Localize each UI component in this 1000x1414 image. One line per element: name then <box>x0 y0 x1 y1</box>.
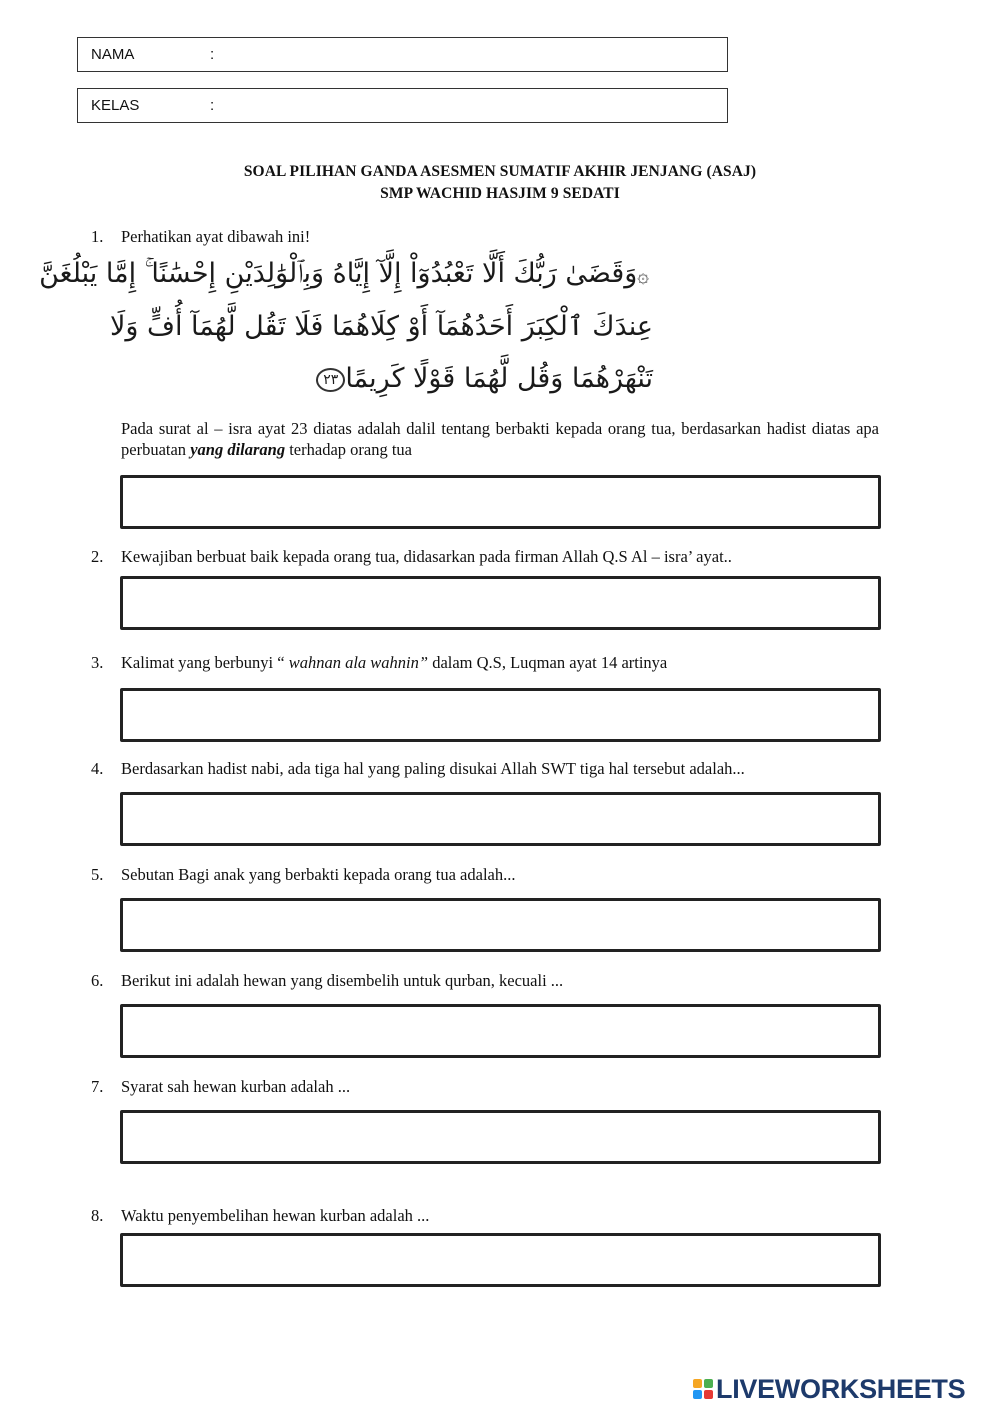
question-text: Syarat sah hewan kurban adalah ... <box>121 1077 351 1096</box>
question-text: Berdasarkan hadist nabi, ada tiga hal yang paling disukai Allah SWT tiga hal tersebut adalah... <box>121 759 745 778</box>
question-number: 7. <box>91 1077 104 1096</box>
answer-box-3[interactable] <box>120 688 881 742</box>
answer-box-6[interactable] <box>120 1004 881 1058</box>
liveworksheets-logo-icon <box>693 1379 713 1399</box>
liveworksheets-brand[interactable] <box>693 1374 965 1404</box>
answer-box-4[interactable] <box>120 792 881 846</box>
answer-input-7[interactable] <box>123 1113 878 1161</box>
class-label: KELAS <box>91 97 140 114</box>
class-input[interactable] <box>228 93 719 118</box>
answer-input-4[interactable] <box>123 795 878 843</box>
answer-input-1[interactable] <box>123 478 878 526</box>
question-number: 5. <box>91 865 104 884</box>
question-1-context: Pada surat al – isra ayat 23 diatas adalah dalil tentang berbakti kepada orang tua, berdasarkan hadist diatas apa perbuatan yang dilarang terhadap orang tua <box>121 419 879 459</box>
question-number: 6. <box>91 971 104 990</box>
logo-square <box>693 1390 702 1399</box>
logo-square <box>704 1379 713 1388</box>
answer-input-3[interactable] <box>123 691 878 739</box>
question-text: Sebutan Bagi anak yang berbakti kepada orang tua adalah... <box>121 865 516 884</box>
question-text: Perhatikan ayat dibawah ini! <box>121 227 311 246</box>
verse-line-2: عِندَكَ ٱلْكِبَرَ أَحَدُهُمَآ أَوْ كِلَاهُمَا فَلَا تَقُل لَّهُمَآ أُفٍّ وَلَا <box>109 311 653 342</box>
answer-box-5[interactable] <box>120 898 881 952</box>
question-number: 3. <box>91 653 104 672</box>
question-number: 4. <box>91 759 104 778</box>
question-text: Waktu penyembelihan hewan kurban adalah ... <box>121 1206 430 1225</box>
name-input[interactable] <box>228 42 719 67</box>
class-field-box <box>77 88 728 123</box>
rub-el-hizb-icon: ۞ <box>637 263 649 287</box>
answer-input-5[interactable] <box>123 901 878 949</box>
quran-verse <box>39 248 653 398</box>
name-label: NAMA <box>91 46 135 63</box>
answer-box-2[interactable] <box>120 576 881 630</box>
question-text: Kalimat yang berbunyi “ wahnan ala wahnin” dalam Q.S, Luqman ayat 14 artinya <box>121 653 668 672</box>
emphasis-text: yang dilarang <box>190 440 286 459</box>
answer-input-8[interactable] <box>123 1236 878 1284</box>
class-colon: : <box>210 97 215 114</box>
question-text: Berikut ini adalah hewan yang disembelih untuk qurban, kecuali ... <box>121 971 564 990</box>
logo-square <box>693 1379 702 1388</box>
question-number: 1. <box>91 227 104 246</box>
name-field-box <box>77 37 728 72</box>
question-number: 2. <box>91 547 104 566</box>
name-colon: : <box>210 46 215 63</box>
logo-square <box>704 1390 713 1399</box>
ayah-number: ٢٣ <box>316 368 345 392</box>
verse-line-1: ۞وَقَضَىٰ رَبُّكَ أَلَّا تَعْبُدُوٓاْ إِلَّآ إِيَّاهُ وَبِٱلْوَٰلِدَيْنِ إِحْسَٰنًا ۚ إِمَّا يَبْلُغَنَّ <box>133 248 653 301</box>
answer-box-1[interactable] <box>120 475 881 529</box>
brand-name: LIVEWORKSHEETS <box>716 1373 966 1404</box>
question-number: 8. <box>91 1206 104 1225</box>
school-name: SMP WACHID HASJIM 9 SEDATI <box>380 185 620 202</box>
question-text: Kewajiban berbuat baik kepada orang tua, didasarkan pada firman Allah Q.S Al – isra’ ayat.. <box>121 547 732 566</box>
verse-line-3: تَنْهَرْهُمَا وَقُل لَّهُمَا قَوْلًا كَرِيمًا٢٣ <box>133 353 653 405</box>
exam-title: SOAL PILIHAN GANDA ASESMEN SUMATIF AKHIR JENJANG (ASAJ) <box>243 163 757 180</box>
answer-input-6[interactable] <box>123 1007 878 1055</box>
answer-input-2[interactable] <box>123 579 878 627</box>
answer-box-7[interactable] <box>120 1110 881 1164</box>
answer-box-8[interactable] <box>120 1233 881 1287</box>
